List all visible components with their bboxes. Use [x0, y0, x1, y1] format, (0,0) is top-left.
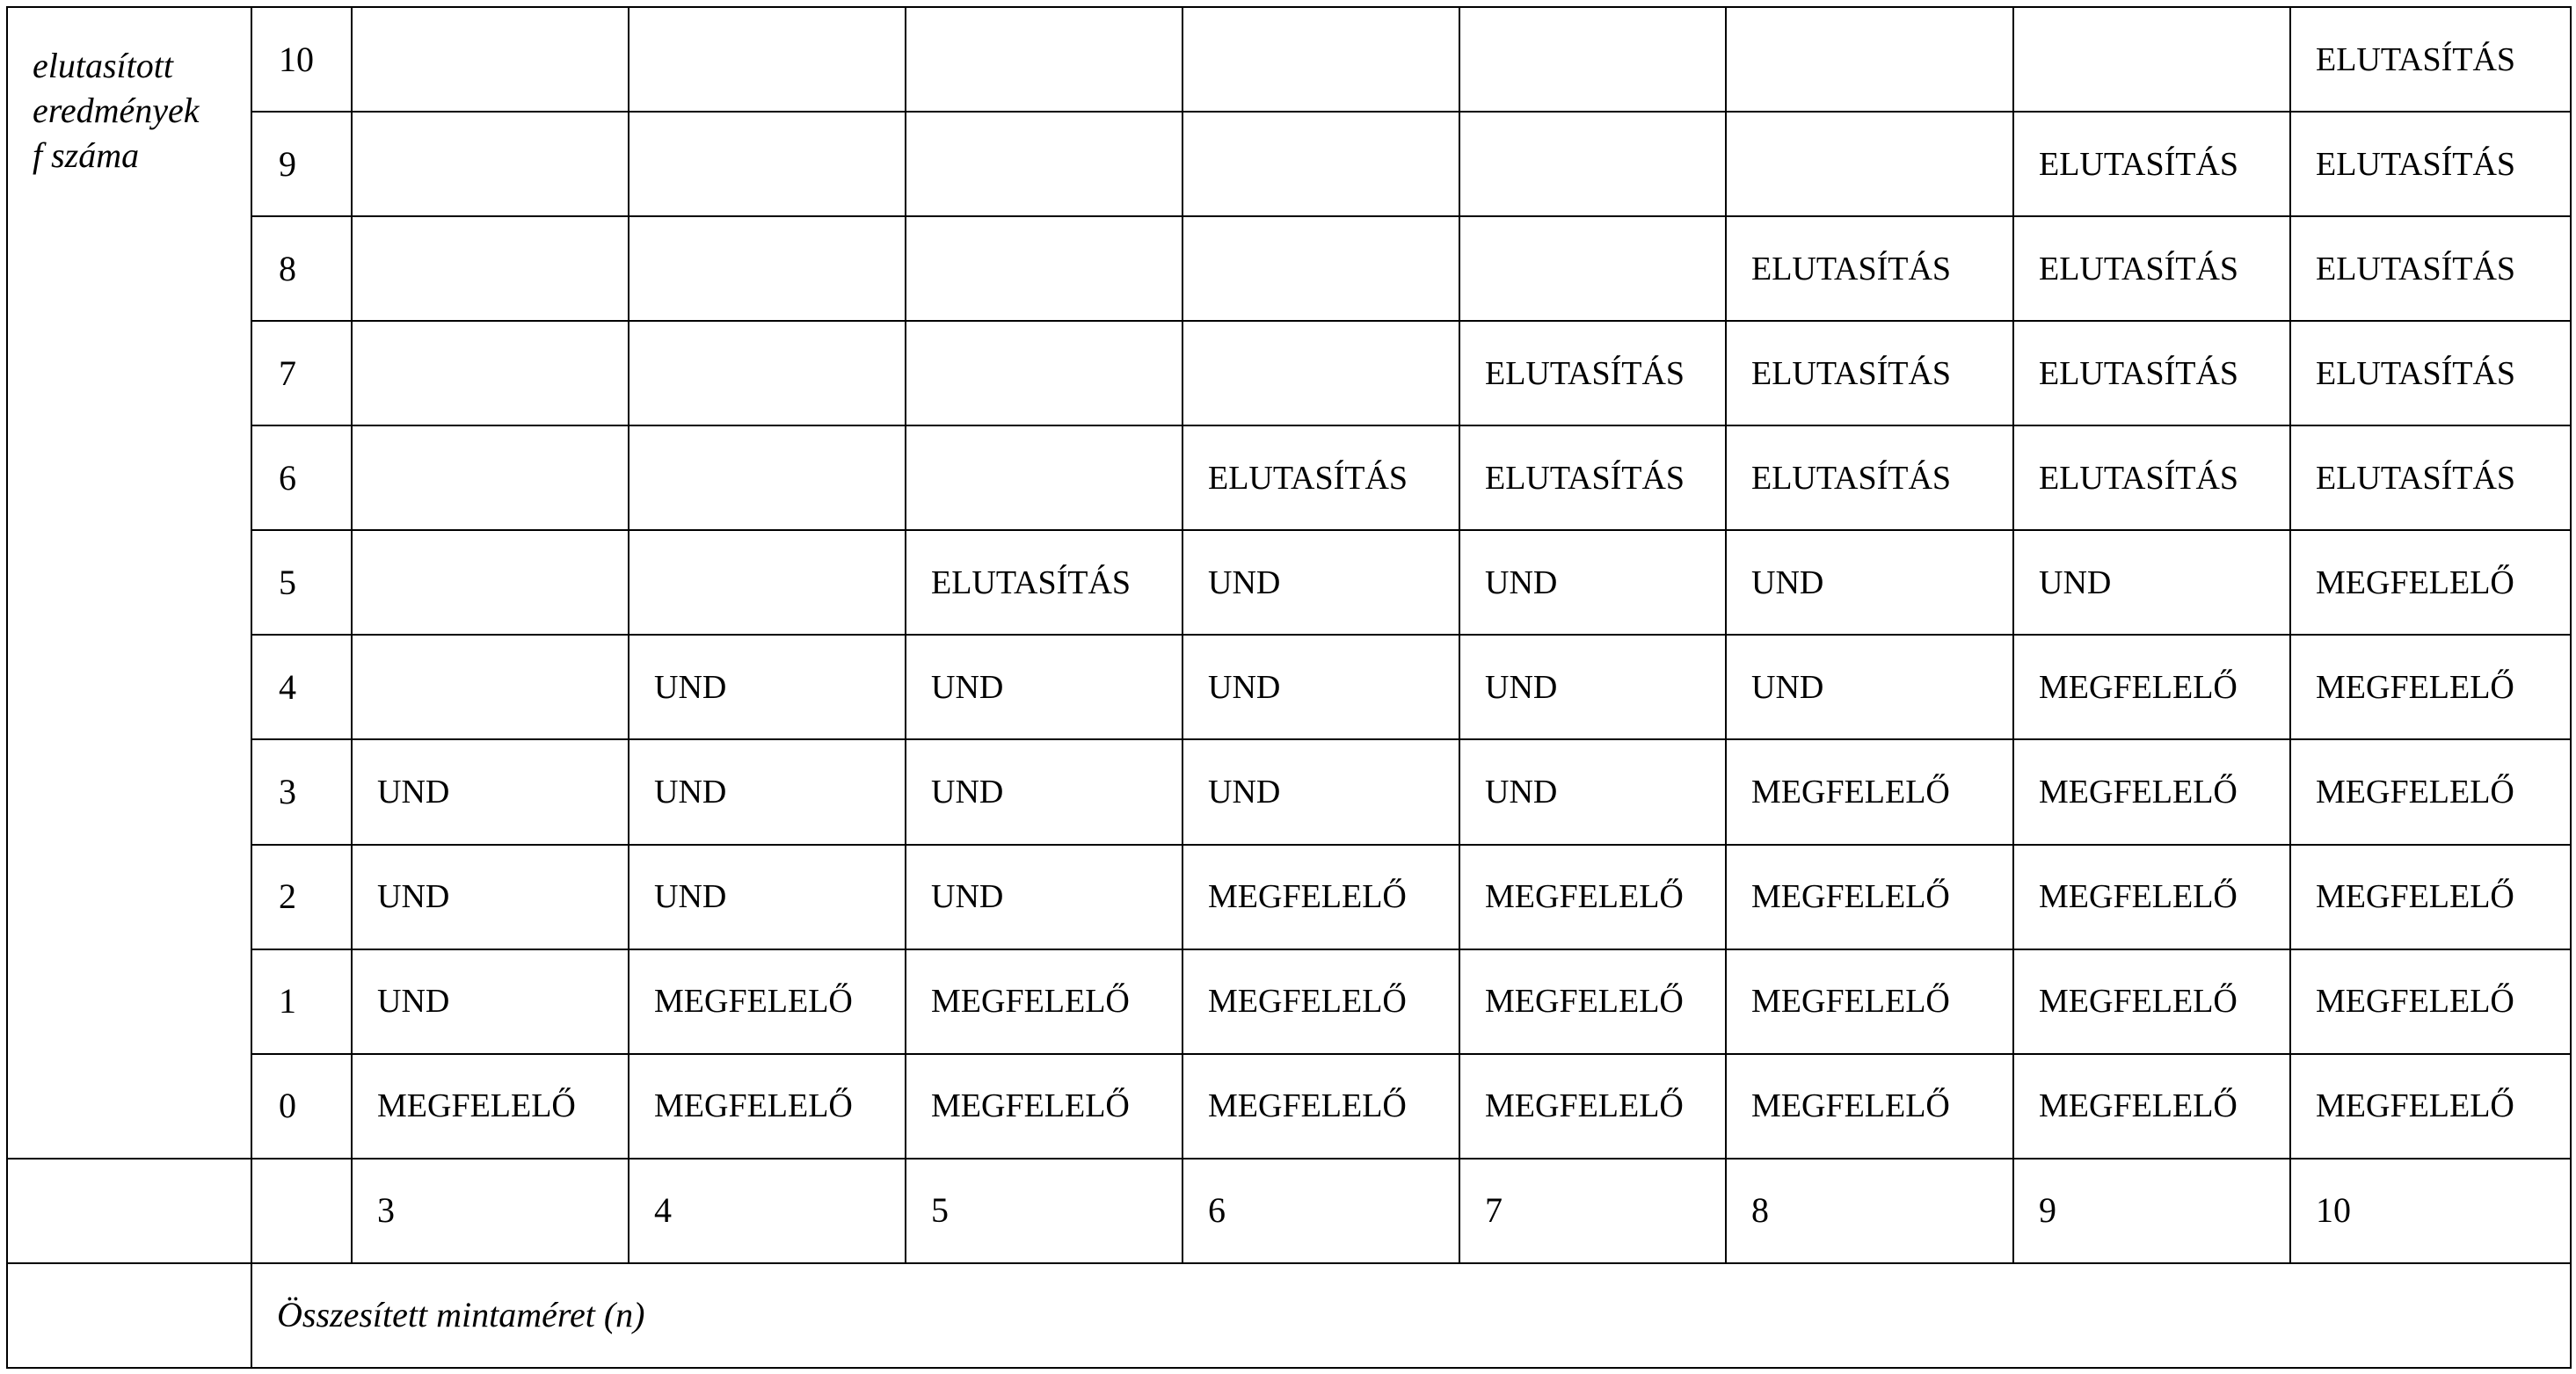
result-cell: UND: [1459, 530, 1726, 635]
table-row: [7, 112, 2571, 216]
result-cell: [906, 216, 1182, 321]
column-n-value: 5: [906, 1159, 1182, 1263]
result-cell: [1459, 7, 1726, 112]
result-cell: ELUTASÍTÁS: [1726, 216, 2013, 321]
result-cell: MEGFELELŐ: [2290, 530, 2571, 635]
result-cell: MEGFELELŐ: [1182, 845, 1459, 949]
result-cell: [2013, 7, 2290, 112]
empty-corner-cell: [7, 1263, 251, 1368]
result-cell: MEGFELELŐ: [1726, 739, 2013, 844]
result-cell: ELUTASÍTÁS: [2290, 425, 2571, 530]
result-cell: ELUTASÍTÁS: [2013, 425, 2290, 530]
y-axis-label-line: elutasított: [33, 46, 173, 85]
row-f-value: 2: [251, 845, 352, 949]
result-cell: MEGFELELŐ: [629, 949, 906, 1054]
result-cell: [906, 112, 1182, 216]
row-f-value: 1: [251, 949, 352, 1054]
table-row: [7, 7, 2571, 112]
result-cell: MEGFELELŐ: [2290, 739, 2571, 844]
empty-corner-cell: [7, 1159, 251, 1263]
column-n-value: 9: [2013, 1159, 2290, 1263]
result-cell: [629, 216, 906, 321]
result-cell: ELUTASÍTÁS: [2013, 216, 2290, 321]
result-cell: [629, 7, 906, 112]
result-cell: MEGFELELŐ: [1182, 949, 1459, 1054]
result-cell: ELUTASÍTÁS: [2013, 321, 2290, 425]
result-cell: MEGFELELŐ: [1459, 845, 1726, 949]
result-cell: ELUTASÍTÁS: [2290, 7, 2571, 112]
result-cell: MEGFELELŐ: [2013, 635, 2290, 739]
table-row: [7, 425, 2571, 530]
result-cell: MEGFELELŐ: [1459, 1054, 1726, 1159]
result-cell: [1182, 112, 1459, 216]
result-cell: UND: [352, 739, 629, 844]
result-cell: ELUTASÍTÁS: [2290, 216, 2571, 321]
result-cell: [352, 112, 629, 216]
table-row: [7, 530, 2571, 635]
result-cell: MEGFELELŐ: [906, 949, 1182, 1054]
result-cell: UND: [1459, 739, 1726, 844]
result-cell: ELUTASÍTÁS: [1459, 425, 1726, 530]
row-f-value: 7: [251, 321, 352, 425]
result-cell: ELUTASÍTÁS: [1726, 425, 2013, 530]
result-cell: UND: [1182, 530, 1459, 635]
table-row: [7, 845, 2571, 949]
row-f-value: 10: [251, 7, 352, 112]
y-axis-label: [7, 7, 251, 1159]
result-cell: [906, 7, 1182, 112]
result-cell: MEGFELELŐ: [906, 1054, 1182, 1159]
column-n-value: 6: [1182, 1159, 1459, 1263]
column-n-value: 3: [352, 1159, 629, 1263]
result-cell: UND: [352, 845, 629, 949]
result-cell: MEGFELELŐ: [2290, 635, 2571, 739]
result-cell: MEGFELELŐ: [629, 1054, 906, 1159]
result-cell: [352, 635, 629, 739]
result-cell: [352, 425, 629, 530]
result-cell: UND: [1182, 635, 1459, 739]
result-cell: ELUTASÍTÁS: [2290, 112, 2571, 216]
result-cell: [1182, 7, 1459, 112]
table-row: [7, 739, 2571, 844]
decision-table: [6, 6, 2572, 1369]
result-cell: [1459, 112, 1726, 216]
result-cell: UND: [1726, 635, 2013, 739]
x-axis-label: Összesített mintaméret (n): [251, 1263, 2571, 1368]
result-cell: [352, 321, 629, 425]
result-cell: [906, 321, 1182, 425]
result-cell: [352, 216, 629, 321]
result-cell: [629, 321, 906, 425]
empty-corner-cell: [251, 1159, 352, 1263]
y-axis-label-line: eredmények: [33, 91, 200, 130]
result-cell: UND: [352, 949, 629, 1054]
result-cell: UND: [1726, 530, 2013, 635]
row-f-value: 8: [251, 216, 352, 321]
result-cell: UND: [629, 635, 906, 739]
result-cell: [1459, 216, 1726, 321]
result-cell: MEGFELELŐ: [2013, 1054, 2290, 1159]
row-f-value: 3: [251, 739, 352, 844]
result-cell: UND: [1459, 635, 1726, 739]
result-cell: [1726, 112, 2013, 216]
column-n-value: 10: [2290, 1159, 2571, 1263]
row-f-value: 4: [251, 635, 352, 739]
result-cell: [629, 112, 906, 216]
result-cell: ELUTASÍTÁS: [2013, 112, 2290, 216]
table-row: [7, 1054, 2571, 1159]
result-cell: UND: [2013, 530, 2290, 635]
result-cell: [629, 425, 906, 530]
result-cell: UND: [906, 635, 1182, 739]
result-cell: ELUTASÍTÁS: [1182, 425, 1459, 530]
row-f-value: 6: [251, 425, 352, 530]
result-cell: [906, 425, 1182, 530]
result-cell: MEGFELELŐ: [2290, 1054, 2571, 1159]
result-cell: ELUTASÍTÁS: [906, 530, 1182, 635]
table-body: [7, 7, 2571, 1368]
result-cell: MEGFELELŐ: [1726, 1054, 2013, 1159]
result-cell: [352, 7, 629, 112]
table-row: [7, 949, 2571, 1054]
result-cell: MEGFELELŐ: [2013, 949, 2290, 1054]
table-row: [7, 216, 2571, 321]
result-cell: MEGFELELŐ: [1726, 845, 2013, 949]
column-n-value: 7: [1459, 1159, 1726, 1263]
result-cell: MEGFELELŐ: [2013, 845, 2290, 949]
result-cell: [1182, 321, 1459, 425]
result-cell: MEGFELELŐ: [2290, 845, 2571, 949]
result-cell: [1182, 216, 1459, 321]
result-cell: UND: [906, 845, 1182, 949]
column-n-value: 4: [629, 1159, 906, 1263]
result-cell: MEGFELELŐ: [1726, 949, 2013, 1054]
result-cell: MEGFELELŐ: [2290, 949, 2571, 1054]
result-cell: [629, 530, 906, 635]
result-cell: UND: [1182, 739, 1459, 844]
table-row: [7, 635, 2571, 739]
result-cell: ELUTASÍTÁS: [2290, 321, 2571, 425]
y-axis-label-line: f száma: [33, 135, 140, 175]
x-label-row: [7, 1263, 2571, 1368]
result-cell: MEGFELELŐ: [352, 1054, 629, 1159]
column-n-value: 8: [1726, 1159, 2013, 1263]
table-row: [7, 321, 2571, 425]
result-cell: UND: [629, 845, 906, 949]
result-cell: UND: [906, 739, 1182, 844]
result-cell: MEGFELELŐ: [2013, 739, 2290, 844]
row-f-value: 0: [251, 1054, 352, 1159]
row-f-value: 9: [251, 112, 352, 216]
result-cell: MEGFELELŐ: [1182, 1054, 1459, 1159]
result-cell: ELUTASÍTÁS: [1459, 321, 1726, 425]
result-cell: [352, 530, 629, 635]
row-f-value: 5: [251, 530, 352, 635]
result-cell: ELUTASÍTÁS: [1726, 321, 2013, 425]
result-cell: UND: [629, 739, 906, 844]
result-cell: MEGFELELŐ: [1459, 949, 1726, 1054]
x-values-row: [7, 1159, 2571, 1263]
result-cell: [1726, 7, 2013, 112]
